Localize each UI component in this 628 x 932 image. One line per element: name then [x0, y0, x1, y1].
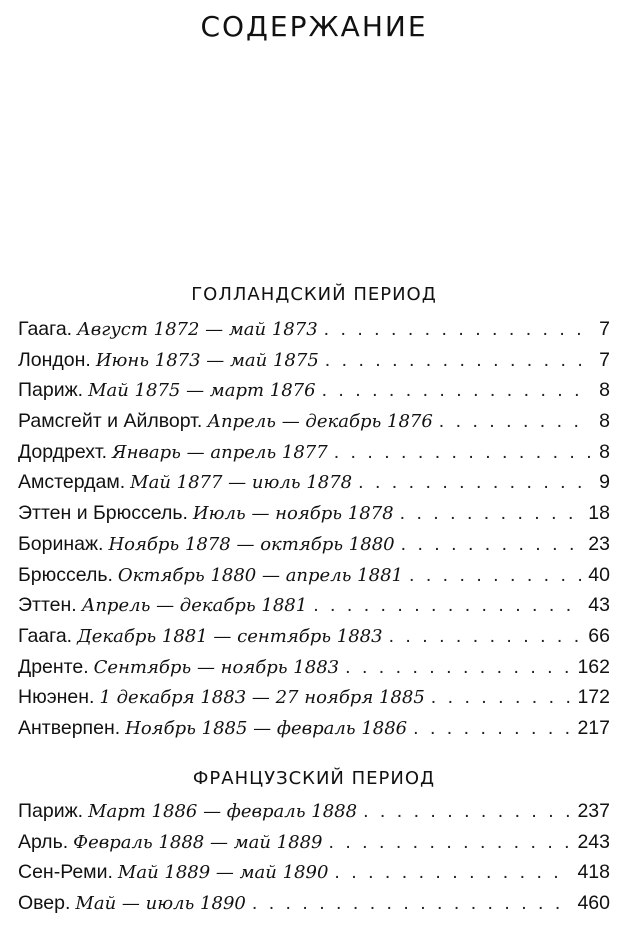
dot-leader — [358, 471, 592, 494]
toc-entry[interactable] — [18, 379, 610, 410]
toc-entry[interactable] — [18, 471, 610, 502]
entry-page-number: 237 — [577, 800, 610, 822]
entry-dates: Январь — апрель 1877 — [112, 441, 328, 463]
dot-leader — [431, 686, 572, 709]
dot-leader — [328, 831, 571, 854]
entry-page-number: 8 — [599, 440, 610, 463]
entry-page-number: 162 — [577, 655, 610, 678]
entry-dates: Февраль 1888 — май 1889 — [73, 831, 323, 853]
entry-page-number: 18 — [588, 502, 610, 525]
entry-place: Эттен. — [18, 594, 77, 617]
toc-entry[interactable] — [18, 800, 610, 831]
dot-leader — [322, 379, 592, 402]
entry-place: Гаага. — [18, 624, 73, 647]
toc-entry[interactable] — [18, 861, 610, 892]
entry-place: Париж. — [18, 379, 84, 402]
section-title-dutch: ГОЛЛАНДСКИЙ ПЕРИОД — [191, 284, 437, 305]
toc-entry[interactable] — [18, 410, 610, 441]
entry-place: Арль. — [18, 830, 69, 853]
dot-leader — [409, 564, 582, 587]
toc-list-french — [18, 800, 610, 923]
toc-list-dutch — [18, 318, 610, 748]
entry-page-number: 217 — [577, 716, 610, 739]
toc-entry[interactable] — [18, 831, 610, 862]
toc-entry[interactable] — [18, 564, 610, 595]
entry-page-number: 66 — [588, 624, 610, 647]
dot-leader — [313, 594, 582, 617]
entry-dates: Сентябрь — ноябрь 1883 — [93, 656, 340, 678]
entry-page-number: 460 — [577, 892, 610, 915]
entry-place: Париж. — [18, 800, 84, 822]
entry-dates: Декабрь 1881 — сентябрь 1883 — [77, 625, 383, 647]
entry-page-number: 23 — [588, 532, 610, 555]
entry-place: Овер. — [18, 892, 71, 915]
dot-leader — [439, 410, 592, 433]
entry-place: Рамсгейт и Айлворт. — [18, 410, 203, 433]
dot-leader — [363, 800, 571, 823]
toc-entry[interactable] — [18, 892, 610, 923]
toc-entry[interactable] — [18, 318, 610, 349]
entry-place: Нюэнен. — [18, 686, 95, 709]
dot-leader — [252, 892, 572, 915]
dot-leader — [400, 502, 583, 525]
entry-dates: Апрель — декабрь 1876 — [207, 411, 433, 433]
toc-entry[interactable] — [18, 441, 610, 472]
dot-leader — [401, 533, 583, 556]
entry-dates: Май — июль 1890 — [75, 893, 246, 915]
entry-page-number: 8 — [599, 410, 610, 433]
entry-page-number: 43 — [588, 594, 610, 617]
dot-leader — [325, 349, 592, 372]
entry-place: Сен-Реми. — [18, 861, 113, 884]
entry-place: Гаага. — [18, 318, 73, 340]
toc-entry[interactable] — [18, 349, 610, 380]
entry-page-number: 9 — [599, 471, 610, 494]
entry-dates: Март 1886 — февраль 1888 — [88, 801, 358, 822]
dot-leader — [334, 861, 571, 884]
entry-place: Лондон. — [18, 348, 91, 371]
entry-place: Боринаж. — [18, 532, 104, 555]
entry-dates: Ноябрь 1885 — февраль 1886 — [125, 717, 408, 739]
toc-entry[interactable] — [18, 594, 610, 625]
entry-place: Дордрехт. — [18, 440, 108, 463]
entry-dates: Июль — ноябрь 1878 — [192, 503, 394, 525]
entry-dates: Май 1875 — март 1876 — [88, 380, 316, 402]
dot-leader — [345, 656, 571, 679]
toc-entry[interactable] — [18, 533, 610, 564]
entry-page-number: 172 — [577, 686, 610, 709]
entry-place: Дренте. — [18, 655, 89, 678]
toc-entry[interactable] — [18, 625, 610, 656]
entry-dates: Июнь 1873 — май 1875 — [95, 349, 319, 371]
entry-page-number: 418 — [577, 861, 610, 884]
page-title: СОДЕРЖАНИЕ — [200, 10, 428, 43]
entry-place: Антверпен. — [18, 716, 121, 739]
entry-place: Эттен и Брюссель. — [18, 502, 188, 525]
dot-leader — [324, 318, 592, 341]
entry-dates: Октябрь 1880 — апрель 1881 — [117, 564, 403, 586]
entry-dates: 1 декабря 1883 — 27 ноября 1885 — [99, 687, 425, 709]
dot-leader — [413, 717, 571, 740]
entry-page-number: 8 — [599, 379, 610, 402]
toc-entry[interactable] — [18, 717, 610, 748]
entry-place: Амстердам. — [18, 471, 126, 494]
dot-leader — [389, 625, 583, 648]
entry-dates: Август 1872 — май 1873 — [77, 319, 318, 340]
entry-dates: Май 1877 — июль 1878 — [130, 472, 353, 494]
entry-dates: Ноябрь 1878 — октябрь 1880 — [108, 533, 395, 555]
section-title-french: ФРАНЦУЗСКИЙ ПЕРИОД — [192, 768, 436, 789]
entry-page-number: 40 — [588, 563, 610, 586]
toc-entry[interactable] — [18, 502, 610, 533]
toc-entry[interactable] — [18, 686, 610, 717]
entry-dates: Апрель — декабрь 1881 — [81, 595, 308, 617]
toc-entry[interactable] — [18, 656, 610, 687]
dot-leader — [334, 441, 592, 464]
entry-page-number: 7 — [599, 318, 610, 340]
entry-place: Брюссель. — [18, 563, 113, 586]
entry-page-number: 243 — [577, 830, 610, 853]
entry-dates: Май 1889 — май 1890 — [117, 862, 329, 884]
entry-page-number: 7 — [599, 348, 610, 371]
